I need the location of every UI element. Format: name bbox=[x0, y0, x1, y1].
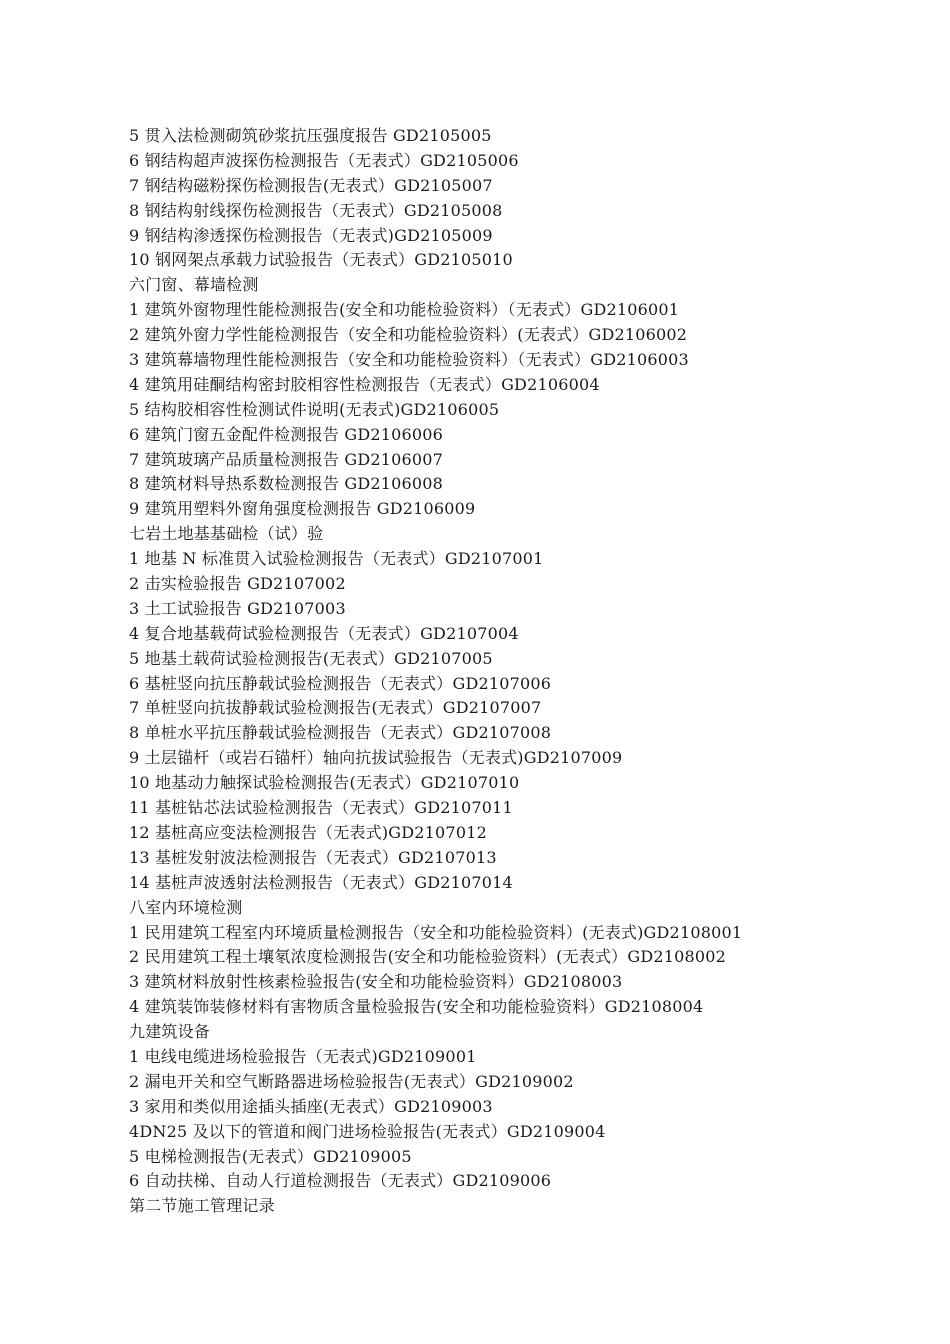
list-item: 2 击实检验报告 GD2107002 bbox=[129, 574, 346, 594]
list-item: 13 基桩发射波法检测报告（无表式）GD2107013 bbox=[129, 847, 497, 867]
section-heading: 八室内环境检测 bbox=[129, 897, 243, 917]
list-item: 4 复合地基载荷试验检测报告（无表式）GD2107004 bbox=[129, 623, 519, 643]
list-item: 12 基桩高应变法检测报告（无表式)GD2107012 bbox=[129, 822, 487, 842]
section-heading: 第二节施工管理记录 bbox=[129, 1196, 275, 1216]
list-item: 1 地基 N 标准贯入试验检测报告（无表式）GD2107001 bbox=[129, 549, 544, 569]
list-item: 1 建筑外窗物理性能检测报告(安全和功能检验资料）（无表式）GD2106001 bbox=[129, 300, 680, 320]
section-heading: 七岩土地基基础检（试）验 bbox=[129, 524, 324, 544]
list-item: 10 钢网架点承载力试验报告（无表式）GD2105010 bbox=[129, 250, 513, 270]
list-item: 6 自动扶梯、自动人行道检测报告（无表式）GD2109006 bbox=[129, 1171, 552, 1191]
list-item: 8 单桩水平抗压静载试验检测报告（无表式）GD2107008 bbox=[129, 723, 552, 743]
list-item: 10 地基动力触探试验检测报告(无表式）GD2107010 bbox=[129, 773, 520, 793]
list-item: 7 单桩竖向抗拔静载试验检测报告(无表式）GD2107007 bbox=[129, 698, 542, 718]
list-item: 2 漏电开关和空气断路器进场检验报告(无表式）GD2109002 bbox=[129, 1071, 574, 1091]
list-item: 9 钢结构渗透探伤检测报告（无表式)GD2105009 bbox=[129, 225, 493, 245]
list-item: 3 家用和类似用途插头插座(无表式）GD2109003 bbox=[129, 1096, 493, 1116]
list-item: 5 结构胶相容性检测试件说明(无表式)GD2106005 bbox=[129, 399, 500, 419]
list-item: 9 建筑用塑料外窗角强度检测报告 GD2106009 bbox=[129, 499, 476, 519]
document-body bbox=[129, 124, 929, 1219]
section-heading: 六门窗、幕墙检测 bbox=[129, 275, 259, 295]
list-item: 1 民用建筑工程室内环境质量检测报告（安全和功能检验资料）(无表式)GD2108001 bbox=[129, 922, 743, 942]
list-item: 6 基桩竖向抗压静载试验检测报告（无表式）GD2107006 bbox=[129, 673, 552, 693]
list-item: 4 建筑用硅酮结构密封胶相容性检测报告（无表式）GD2106004 bbox=[129, 374, 600, 394]
list-item: 6 钢结构超声波探伤检测报告（无表式）GD2105006 bbox=[129, 150, 519, 170]
list-item: 1 电线电缆进场检验报告（无表式)GD2109001 bbox=[129, 1046, 477, 1066]
section-heading: 九建筑设备 bbox=[129, 1022, 211, 1042]
list-item: 8 建筑材料导热系数检测报告 GD2106008 bbox=[129, 474, 444, 494]
list-item: 7 钢结构磁粉探伤检测报告(无表式）GD2105007 bbox=[129, 175, 493, 195]
list-item: 5 贯入法检测砌筑砂浆抗压强度报告 GD2105005 bbox=[129, 126, 492, 145]
list-item: 2 民用建筑工程土壤氡浓度检测报告(安全和功能检验资料）(无表式）GD2108002 bbox=[129, 947, 727, 967]
list-item: 7 建筑玻璃产品质量检测报告 GD2106007 bbox=[129, 449, 444, 469]
list-item: 8 钢结构射线探伤检测报告（无表式）GD2105008 bbox=[129, 200, 503, 220]
list-item: 9 土层锚杆（或岩石锚杆）轴向抗拔试验报告（无表式)GD2107009 bbox=[129, 748, 623, 768]
list-item: 11 基桩钻芯法试验检测报告（无表式）GD2107011 bbox=[129, 798, 513, 818]
list-item: 5 电梯检测报告(无表式）GD2109005 bbox=[129, 1146, 412, 1166]
list-item: 6 建筑门窗五金配件检测报告 GD2106006 bbox=[129, 424, 444, 444]
list-item: 3 建筑幕墙物理性能检测报告（安全和功能检验资料）（无表式）GD2106003 bbox=[129, 350, 689, 370]
list-item: 2 建筑外窗力学性能检测报告（安全和功能检验资料）(无表式）GD2106002 bbox=[129, 325, 688, 345]
list-item: 3 建筑材料放射性核素检验报告(安全和功能检验资料）GD2108003 bbox=[129, 972, 623, 992]
list-item: 3 土工试验报告 GD2107003 bbox=[129, 598, 346, 618]
list-item: 4DN25 及以下的管道和阀门进场检验报告(无表式）GD2109004 bbox=[129, 1121, 606, 1141]
list-item: 4 建筑装饰装修材料有害物质含量检验报告(安全和功能检验资料）GD2108004 bbox=[129, 997, 704, 1017]
list-item: 5 地基土载荷试验检测报告(无表式）GD2107005 bbox=[129, 648, 493, 668]
list-item: 14 基桩声波透射法检测报告（无表式）GD2107014 bbox=[129, 872, 513, 892]
